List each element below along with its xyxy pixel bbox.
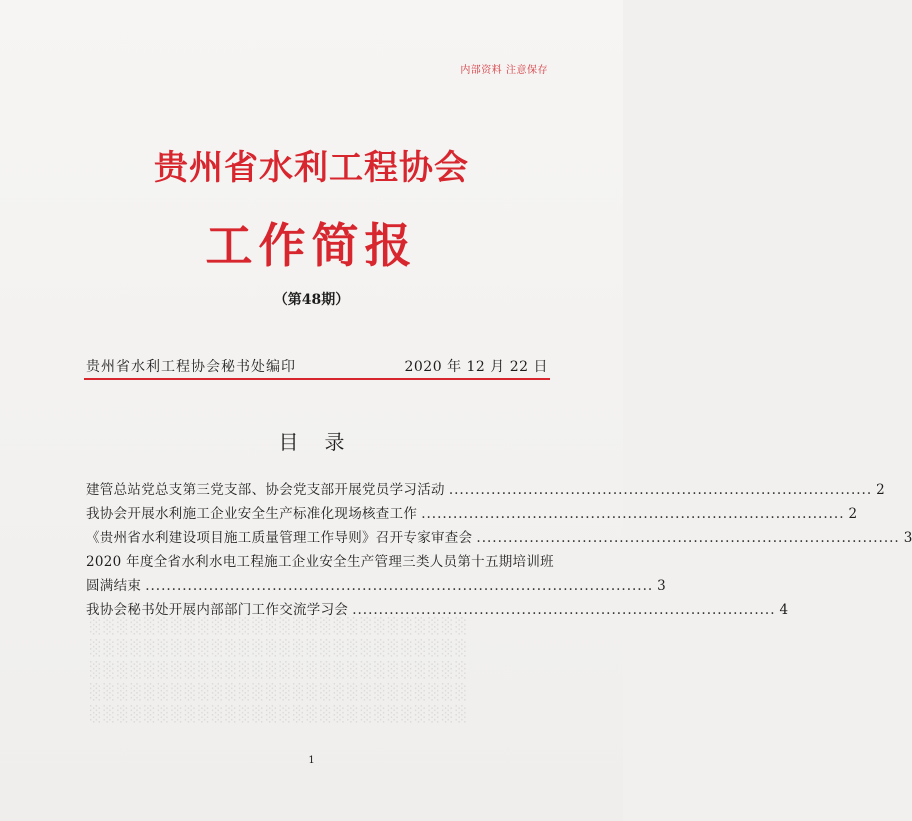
table-of-contents — [86, 478, 912, 622]
toc-item-page: 3 — [657, 578, 666, 594]
show-through-text: ░░░░░░░░░░░░░░░░░░░░░░░░░░░░ ░░░░░░░░░░░░░░░░░░░░░░░░░░░░ ░░░░░░░░░░░░░░░░░░░░░░░░░░░░ ░░░░░░░░░░░░░░░░░░░░░░░░░░░░ ░░░░░░░░░░░░░░░░░░░░░░░░░░░░ — [90, 617, 469, 723]
toc-leader: ................................................................................ — [352, 602, 776, 618]
organization-title: 贵州省水利工程协会 — [154, 148, 469, 188]
toc-item-text: 《贵州省水利建设项目施工质量管理工作导则》召开专家审查会 — [86, 530, 473, 546]
toc-item-text: 建管总站党总支第三党支部、协会党支部开展党员学习活动 — [86, 482, 445, 498]
page-number: 1 — [308, 755, 315, 766]
red-divider — [84, 378, 550, 380]
toc-item-page: 2 — [848, 506, 858, 522]
toc-leader: ................................................................................................ — [145, 578, 654, 594]
toc-item-page: 4 — [779, 602, 789, 618]
publication-date: 2020 年 12 月 22 日 — [404, 359, 548, 375]
toc-item[interactable] — [86, 478, 885, 502]
toc-item[interactable] — [86, 550, 666, 598]
bulletin-title: 工作简报 — [205, 219, 418, 274]
toc-item-page: 3 — [903, 530, 912, 546]
toc-leader: ................................................................................ — [448, 482, 873, 498]
toc-item[interactable] — [86, 598, 789, 622]
toc-item[interactable] — [86, 526, 912, 550]
toc-leader: ................................................................................ — [421, 506, 845, 522]
toc-item-text: 2020 年度全省水利水电工程施工企业安全生产管理三类人员第十五期培训班 — [86, 554, 554, 570]
toc-item-text-continuation: 圆满结束 — [86, 578, 142, 594]
confidential-note: 内部资料 注意保存 — [460, 65, 548, 76]
issue-number: （第48期） — [273, 292, 350, 308]
editor-line: 贵州省水利工程协会秘书处编印 — [86, 359, 296, 375]
toc-leader: ................................................................................ — [476, 530, 900, 546]
toc-title: 目录 — [278, 430, 371, 454]
toc-item-text: 我协会开展水利施工企业安全生产标准化现场核查工作 — [86, 506, 418, 522]
toc-item[interactable] — [86, 502, 858, 526]
toc-item-page: 2 — [876, 482, 885, 498]
toc-item-text: 我协会秘书处开展内部部门工作交流学习会 — [86, 602, 349, 618]
